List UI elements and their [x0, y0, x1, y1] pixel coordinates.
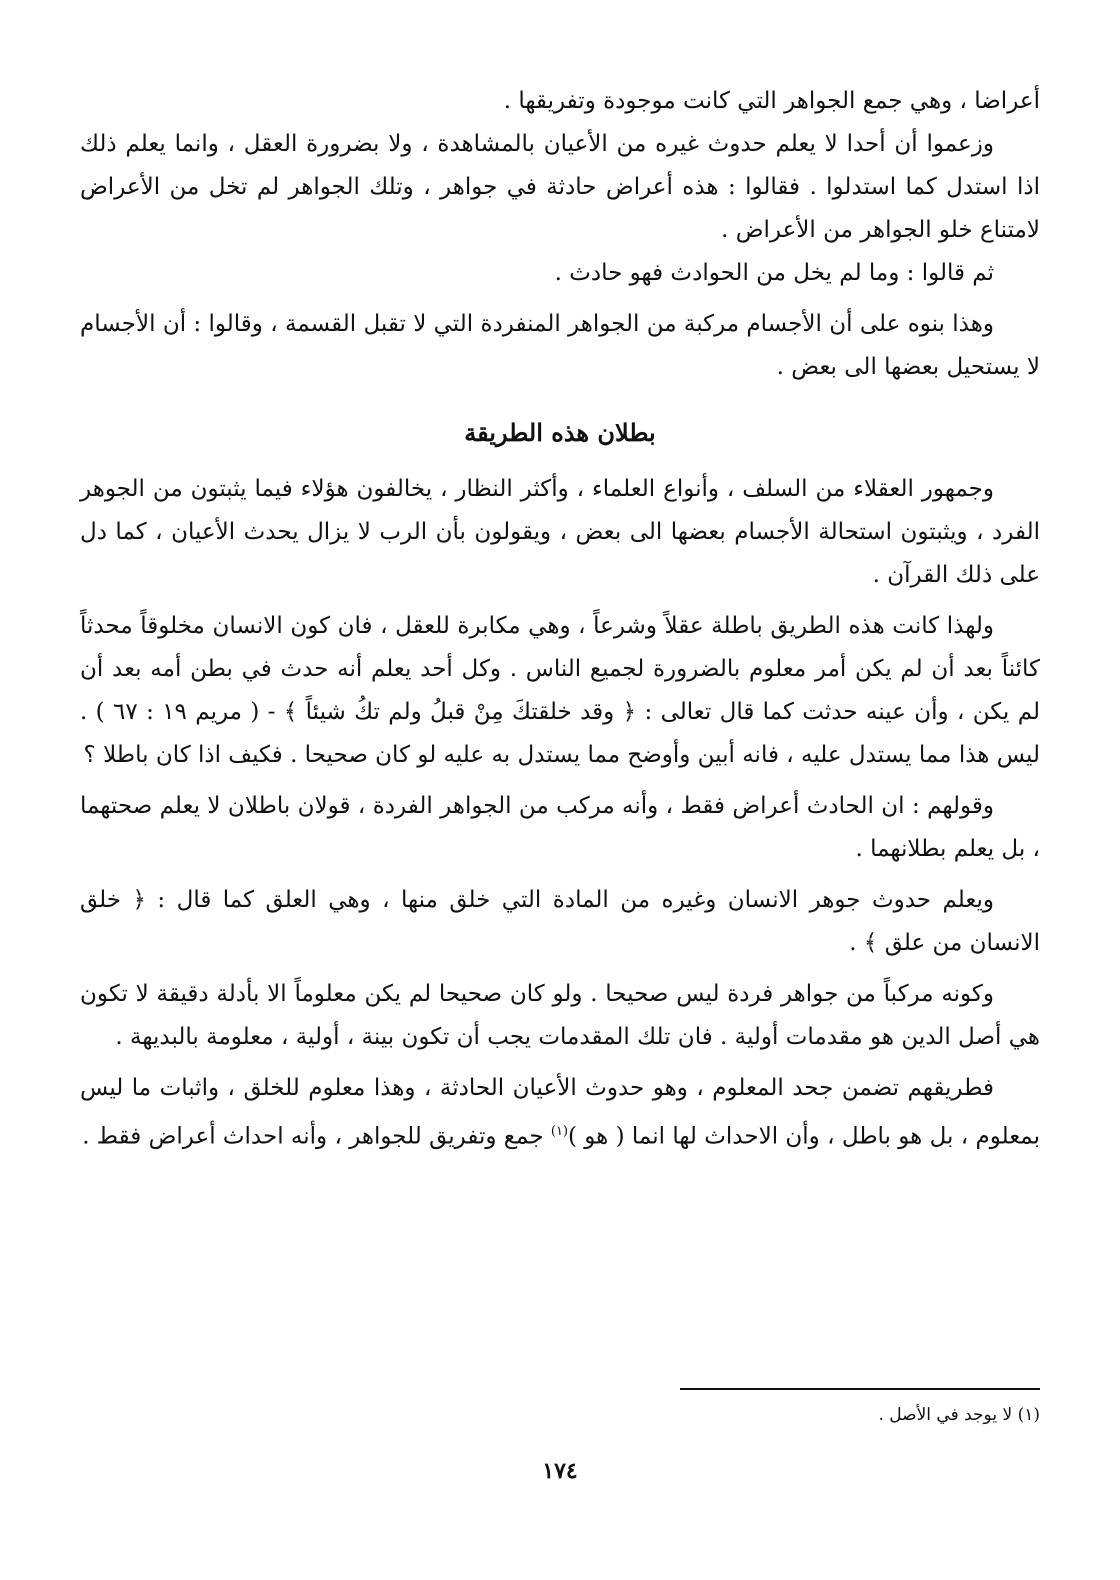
paragraph: وقولهم : ان الحادث أعراض فقط ، وأنه مركب من الجواهر الفردة ، قولان باطلان لا يعلم صحتهما ، بل يعلم بطلانهما . — [80, 793, 1040, 862]
page-number: ١٧٤ — [542, 1458, 578, 1484]
paragraph: وكونه مركباً من جواهر فردة ليس صحيحا . ولو كان صحيحا لم يكن معلوماً الا بأدلة دقيقة لا تكون هي أصل الدين هو مقدمات أولية . فان تلك المقدمات يجب أن تكون بينة ، أولية ، معلومة بالبديهة . — [80, 981, 1040, 1050]
main-text — [80, 80, 1040, 1167]
paragraph: ويعلم حدوث جوهر الانسان وغيره من المادة التي خلق منها ، وهي العلق كما قال : ﴿ خلق الانسان من علق ﴾ . — [80, 887, 1040, 956]
section-heading: بطلان هذه الطريقة — [464, 418, 656, 447]
footnote-marker: (١) — [550, 1124, 569, 1139]
paragraph-text: فطريقهم تضمن جحد المعلوم ، وهو حدوث الأعيان الحادثة ، وهذا معلوم للخلق ، واثبات ما ليس بمعلوم ، بل هو باطل ، وأن الاحداث لها انما ( هو ) — [80, 1075, 1040, 1150]
paragraph: وجمهور العقلاء من السلف ، وأنواع العلماء ، وأكثر النظار ، يخالفون هؤلاء فيما يثبتون من الجوهر الفرد ، ويثبتون استحالة الأجسام بعضها الى بعض ، ويقولون بأن الرب لا يزال يحدث الأعيان ، كما دل على ذلك القرآن . — [80, 476, 1040, 588]
paragraph: وزعموا أن أحدا لا يعلم حدوث غيره من الأعيان بالمشاهدة ، ولا بضرورة العقل ، وانما يعلم ذلك اذا استدل كما استدلوا . فقالوا : هذه أعراض حادثة في جواهر ، وتلك الجواهر لم تخل من الأعراض لامتناع خلو الجواهر من الأعراض . — [80, 131, 1040, 243]
footnote-separator — [680, 1388, 1040, 1390]
footnote: (١) لا يوجد في الأصل . — [878, 1405, 1040, 1425]
paragraph: ثم قالوا : وما لم يخل من الحوادث فهو حادث . — [554, 260, 994, 286]
paragraph: ولهذا كانت هذه الطريق باطلة عقلاً وشرعاً ، وهي مكابرة للعقل ، فان كون الانسان مخلوقاً محدثاً كائناً بعد أن لم يكن أمر معلوم بالضرورة لجميع الناس . وكل أحد يعلم أنه حدث في بطن أمه بعد أن لم يكن ، وأن عينه حدثت كما قال تعالى : ﴿ وقد خلقتكَ مِنْ قبلُ ولم تكُ شيئاً ﴾ - ( مريم ١٩ : ٦٧ ) . ليس هذا مما يستدل عليه ، فانه أبين وأوضح مما يستدل به عليه لو كان صحيحا . فكيف اذا كان باطلا ؟ — [80, 613, 1041, 768]
paragraph: وهذا بنوه على أن الأجسام مركبة من الجواهر المنفردة التي لا تقبل القسمة ، وقالوا : أن الأجسام لا يستحيل بعضها الى بعض . — [80, 311, 1040, 380]
paragraph-text: جمع وتفريق للجواهر ، وأنه احداث أعراض فقط . — [82, 1123, 551, 1150]
paragraph-continuation: أعراضا ، وهي جمع الجواهر التي كانت موجودة وتفريقها . — [503, 88, 1040, 114]
paragraph-with-note — [80, 1067, 1040, 1159]
